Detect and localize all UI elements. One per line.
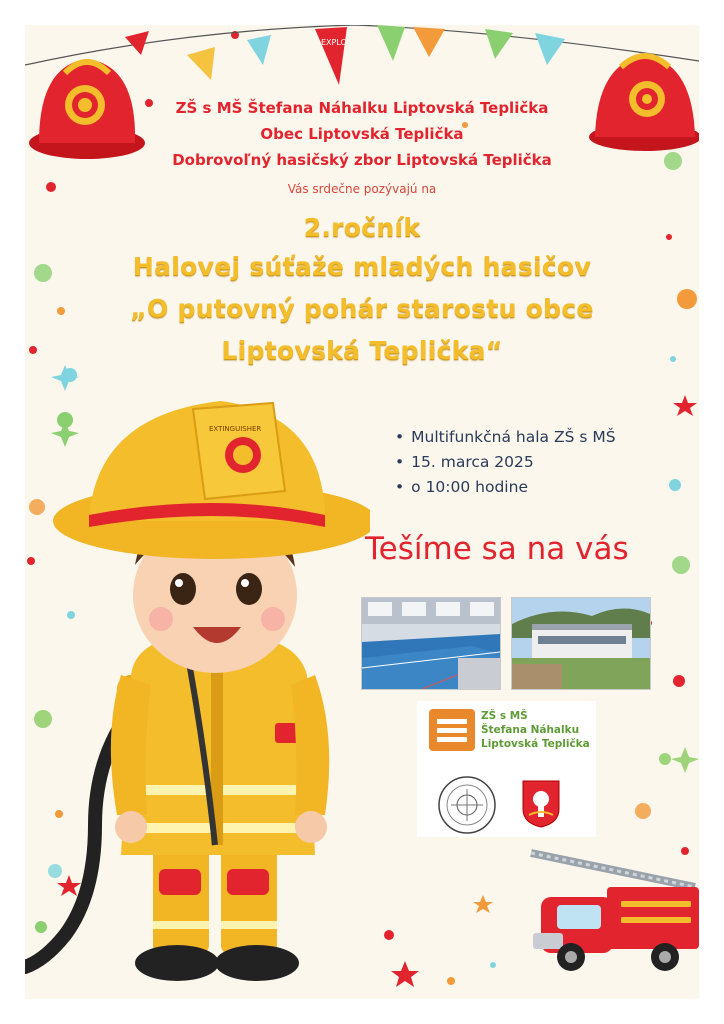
- event-details: [395, 425, 616, 500]
- sports-hall-photo: [361, 597, 501, 690]
- bunting-flag-text: EXPLO: [321, 38, 347, 47]
- municipality-coat-of-arms-icon: [521, 779, 561, 829]
- event-date: • 15. marca 2025: [395, 450, 616, 475]
- school-logo-line-1: ZŠ s MŠ: [481, 710, 528, 722]
- welcome-message: Tešíme sa na vás: [365, 531, 629, 567]
- organizer-municipality: Obec Liptovská Teplička: [260, 125, 464, 143]
- organizer-school: ZŠ s MŠ Štefana Náhalku Liptovská Teplička: [175, 99, 549, 117]
- organizer-fire-brigade: Dobrovoľný hasičský zbor Liptovská Teplička: [172, 151, 552, 169]
- event-title: Halovej súťaže mladých hasičov: [132, 252, 592, 281]
- school-building-photo: [511, 597, 651, 690]
- firefighter-boy-illustration: [25, 375, 370, 995]
- event-subtitle-municipality: Liptovská Teplička“: [221, 336, 503, 365]
- invite-text: Vás srdečne pozývajú na: [287, 182, 437, 196]
- school-logo-text: [481, 709, 590, 751]
- helmet-badge-text: EXTINGUISHER: [209, 425, 262, 433]
- event-time: • o 10:00 hodine: [395, 475, 616, 500]
- fire-truck-illustration: [525, 847, 699, 977]
- partner-logos: [417, 701, 596, 837]
- school-logo-icon: [429, 709, 475, 751]
- event-edition: 2.ročník: [303, 213, 421, 242]
- event-subtitle: „O putovný pohár starostu obce: [130, 294, 594, 323]
- fire-brigade-seal-icon: [437, 775, 497, 835]
- school-logo-line-3: Liptovská Teplička: [481, 738, 590, 750]
- event-venue: • Multifunkčná hala ZŠ s MŠ: [395, 425, 616, 450]
- poster: [25, 25, 699, 999]
- school-logo-line-2: Štefana Náhalku: [481, 724, 580, 736]
